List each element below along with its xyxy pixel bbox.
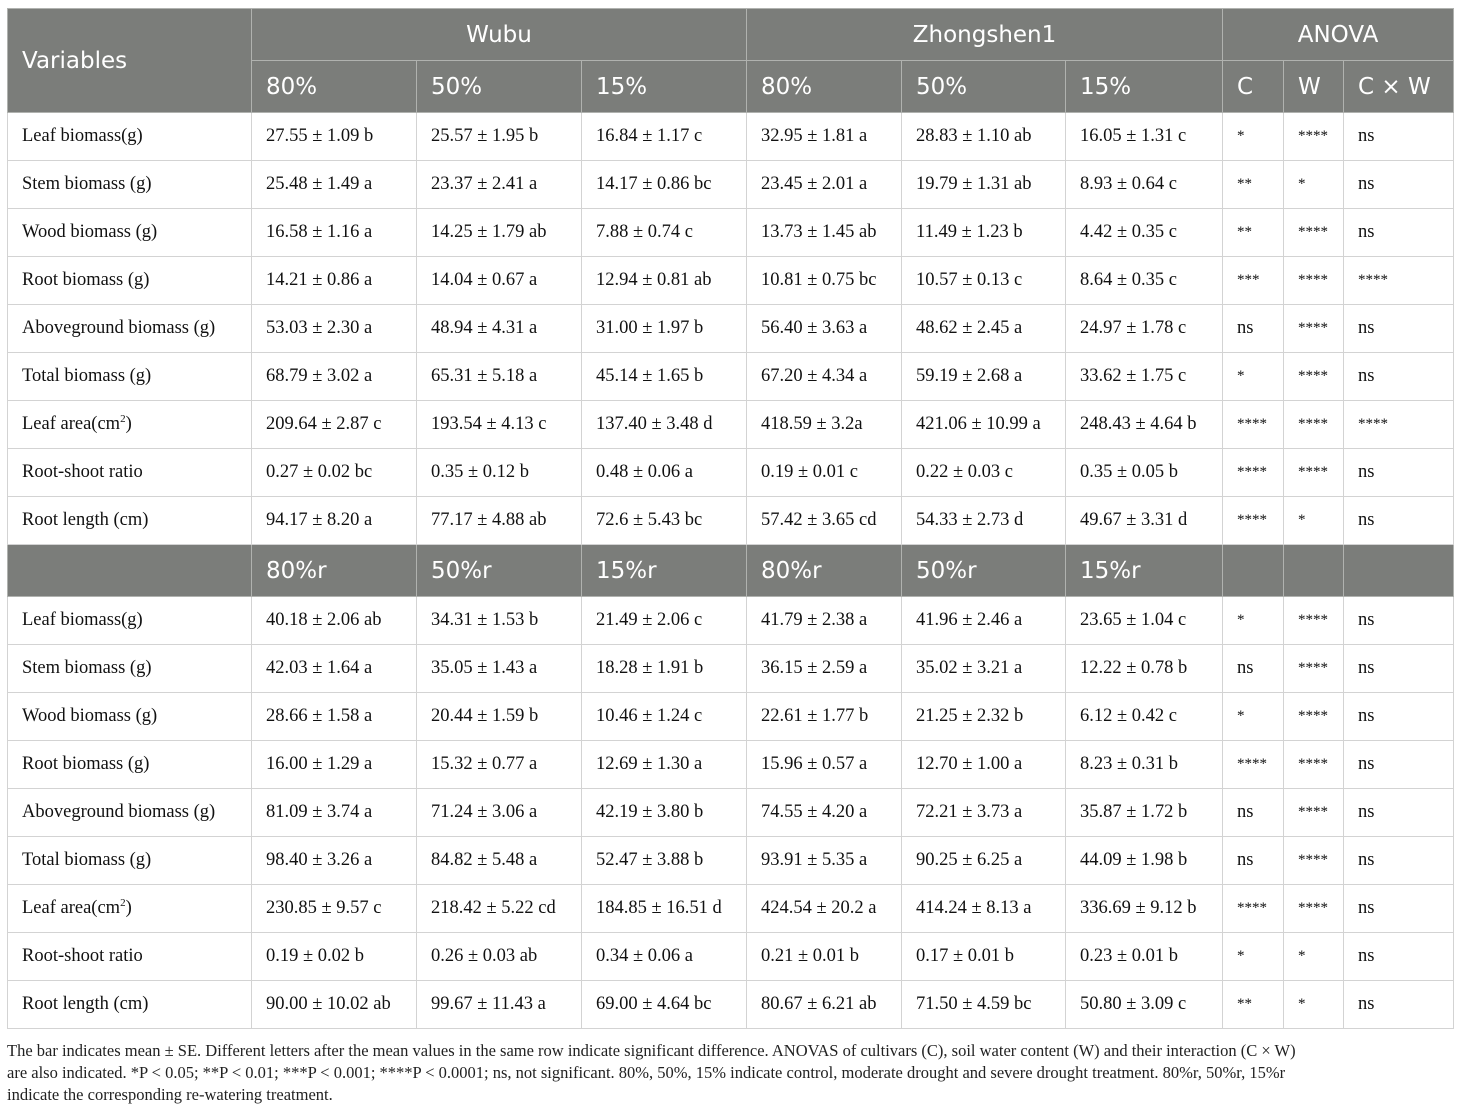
table-row [8, 885, 1454, 933]
superscript: 2 [120, 896, 126, 909]
anova-cell: ns [1344, 449, 1454, 497]
anova-cell: **** [1284, 885, 1344, 933]
table-row [8, 449, 1454, 497]
table-row [8, 933, 1454, 981]
value-cell: 414.24 ± 8.13 a [902, 885, 1066, 933]
value-cell: 13.73 ± 1.45 ab [747, 209, 902, 257]
anova-cell: * [1284, 497, 1344, 545]
column-header: W [1284, 61, 1344, 113]
value-cell: 98.40 ± 3.26 a [252, 837, 417, 885]
anova-cell: ns [1344, 113, 1454, 161]
table-row [8, 597, 1454, 645]
value-cell: 0.19 ± 0.02 b [252, 933, 417, 981]
value-cell: 90.00 ± 10.02 ab [252, 981, 417, 1029]
anova-cell: ns [1344, 645, 1454, 693]
table-row [8, 257, 1454, 305]
anova-cell: **** [1344, 401, 1454, 449]
value-cell: 0.21 ± 0.01 b [747, 933, 902, 981]
table-row [8, 645, 1454, 693]
anova-cell: * [1223, 597, 1284, 645]
row-label-text: Leaf area(cm [22, 898, 121, 918]
value-cell: 28.66 ± 1.58 a [252, 693, 417, 741]
anova-cell: ns [1344, 161, 1454, 209]
row-label-text: Root-shoot ratio [22, 946, 143, 966]
anova-cell: ** [1223, 981, 1284, 1029]
anova-cell: * [1284, 161, 1344, 209]
anova-cell: * [1284, 933, 1344, 981]
row-label-text: Root biomass (g) [22, 754, 150, 774]
anova-cell: **** [1223, 741, 1284, 789]
value-cell: 54.33 ± 2.73 d [902, 497, 1066, 545]
value-cell: 24.97 ± 1.78 c [1066, 305, 1223, 353]
rewater-header-row [8, 545, 1454, 597]
value-cell: 40.18 ± 2.06 ab [252, 597, 417, 645]
value-cell: 12.69 ± 1.30 a [582, 741, 747, 789]
value-cell: 218.42 ± 5.22 cd [417, 885, 582, 933]
anova-cell: **** [1284, 597, 1344, 645]
value-cell: 42.03 ± 1.64 a [252, 645, 417, 693]
row-label [8, 741, 252, 789]
row-label-text: Stem biomass (g) [22, 174, 152, 194]
value-cell: 42.19 ± 3.80 b [582, 789, 747, 837]
results-table [7, 8, 1454, 1029]
column-header: 50%r [417, 545, 582, 597]
anova-cell: **** [1223, 497, 1284, 545]
value-cell: 34.31 ± 1.53 b [417, 597, 582, 645]
value-cell: 14.21 ± 0.86 a [252, 257, 417, 305]
value-cell: 248.43 ± 4.64 b [1066, 401, 1223, 449]
anova-cell: * [1223, 113, 1284, 161]
row-label-text: Root length (cm) [22, 510, 149, 530]
anova-cell: ns [1344, 305, 1454, 353]
anova-cell: *** [1223, 257, 1284, 305]
value-cell: 209.64 ± 2.87 c [252, 401, 417, 449]
table-row [8, 741, 1454, 789]
column-header: 15% [1066, 61, 1223, 113]
row-label-text: Leaf biomass(g) [22, 610, 143, 630]
value-cell: 15.96 ± 0.57 a [747, 741, 902, 789]
value-cell: 16.58 ± 1.16 a [252, 209, 417, 257]
value-cell: 56.40 ± 3.63 a [747, 305, 902, 353]
anova-cell: **** [1344, 257, 1454, 305]
value-cell: 15.32 ± 0.77 a [417, 741, 582, 789]
row-label [8, 449, 252, 497]
anova-cell: **** [1284, 401, 1344, 449]
value-cell: 28.83 ± 1.10 ab [902, 113, 1066, 161]
value-cell: 230.85 ± 9.57 c [252, 885, 417, 933]
row-label-text: Aboveground biomass (g) [22, 318, 216, 338]
row-label [8, 401, 252, 449]
column-header: C × W [1344, 61, 1454, 113]
value-cell: 59.19 ± 2.68 a [902, 353, 1066, 401]
table-header [8, 9, 1454, 113]
value-cell: 72.21 ± 3.73 a [902, 789, 1066, 837]
row-label [8, 789, 252, 837]
value-cell: 20.44 ± 1.59 b [417, 693, 582, 741]
value-cell: 184.85 ± 16.51 d [582, 885, 747, 933]
value-cell: 90.25 ± 6.25 a [902, 837, 1066, 885]
value-cell: 137.40 ± 3.48 d [582, 401, 747, 449]
value-cell: 67.20 ± 4.34 a [747, 353, 902, 401]
value-cell: 424.54 ± 20.2 a [747, 885, 902, 933]
row-label-text: Wood biomass (g) [22, 706, 158, 726]
value-cell: 6.12 ± 0.42 c [1066, 693, 1223, 741]
value-cell: 48.62 ± 2.45 a [902, 305, 1066, 353]
column-header: 50% [902, 61, 1066, 113]
value-cell: 35.02 ± 3.21 a [902, 645, 1066, 693]
value-cell: 80.67 ± 6.21 ab [747, 981, 902, 1029]
value-cell: 52.47 ± 3.88 b [582, 837, 747, 885]
table-row [8, 113, 1454, 161]
value-cell: 32.95 ± 1.81 a [747, 113, 902, 161]
value-cell: 8.93 ± 0.64 c [1066, 161, 1223, 209]
blank-header-cell [8, 545, 252, 597]
row-label [8, 497, 252, 545]
value-cell: 16.05 ± 1.31 c [1066, 113, 1223, 161]
value-cell: 0.35 ± 0.05 b [1066, 449, 1223, 497]
value-cell: 45.14 ± 1.65 b [582, 353, 747, 401]
value-cell: 36.15 ± 2.59 a [747, 645, 902, 693]
row-label-text: Root biomass (g) [22, 270, 150, 290]
value-cell: 0.22 ± 0.03 c [902, 449, 1066, 497]
anova-cell: **** [1223, 401, 1284, 449]
anova-cell: ns [1344, 981, 1454, 1029]
table-row [8, 497, 1454, 545]
value-cell: 57.42 ± 3.65 cd [747, 497, 902, 545]
table-row [8, 981, 1454, 1029]
row-label [8, 257, 252, 305]
value-cell: 10.81 ± 0.75 bc [747, 257, 902, 305]
value-cell: 35.05 ± 1.43 a [417, 645, 582, 693]
value-cell: 14.17 ± 0.86 bc [582, 161, 747, 209]
value-cell: 35.87 ± 1.72 b [1066, 789, 1223, 837]
value-cell: 14.04 ± 0.67 a [417, 257, 582, 305]
value-cell: 21.25 ± 2.32 b [902, 693, 1066, 741]
column-header: 80% [747, 61, 902, 113]
value-cell: 10.57 ± 0.13 c [902, 257, 1066, 305]
value-cell: 77.17 ± 4.88 ab [417, 497, 582, 545]
value-cell: 23.65 ± 1.04 c [1066, 597, 1223, 645]
anova-cell: **** [1284, 209, 1344, 257]
value-cell: 93.91 ± 5.35 a [747, 837, 902, 885]
row-label [8, 837, 252, 885]
table-row [8, 837, 1454, 885]
value-cell: 74.55 ± 4.20 a [747, 789, 902, 837]
anova-cell: ns [1223, 837, 1284, 885]
anova-cell: ns [1223, 645, 1284, 693]
row-label [8, 693, 252, 741]
anova-cell: * [1223, 353, 1284, 401]
anova-cell: ns [1344, 933, 1454, 981]
column-header: 80%r [747, 545, 902, 597]
column-header: 15%r [1066, 545, 1223, 597]
footnote-line: indicate the corresponding re-watering treatment. [7, 1085, 333, 1104]
row-label [8, 933, 252, 981]
column-header: C [1223, 61, 1284, 113]
row-label-text: Leaf biomass(g) [22, 126, 143, 146]
value-cell: 23.45 ± 2.01 a [747, 161, 902, 209]
anova-cell: ns [1223, 789, 1284, 837]
row-label [8, 113, 252, 161]
footnote-line: The bar indicates mean ± SE. Different letters after the mean values in the same row indicate significant difference. ANOVAS of cultivars (C), soil water content (W) and their interaction (C × W) [7, 1041, 1296, 1060]
row-label [8, 981, 252, 1029]
value-cell: 16.00 ± 1.29 a [252, 741, 417, 789]
row-label [8, 597, 252, 645]
row-label-text: Wood biomass (g) [22, 222, 158, 242]
value-cell: 49.67 ± 3.31 d [1066, 497, 1223, 545]
row-label [8, 161, 252, 209]
table-row [8, 693, 1454, 741]
value-cell: 0.35 ± 0.12 b [417, 449, 582, 497]
value-cell: 0.34 ± 0.06 a [582, 933, 747, 981]
column-header: 50% [417, 61, 582, 113]
value-cell: 23.37 ± 2.41 a [417, 161, 582, 209]
value-cell: 16.84 ± 1.17 c [582, 113, 747, 161]
value-cell: 68.79 ± 3.02 a [252, 353, 417, 401]
anova-cell: **** [1223, 449, 1284, 497]
value-cell: 81.09 ± 3.74 a [252, 789, 417, 837]
anova-cell: ns [1344, 693, 1454, 741]
value-cell: 8.23 ± 0.31 b [1066, 741, 1223, 789]
value-cell: 10.46 ± 1.24 c [582, 693, 747, 741]
value-cell: 12.22 ± 0.78 b [1066, 645, 1223, 693]
anova-cell: **** [1223, 885, 1284, 933]
value-cell: 19.79 ± 1.31 ab [902, 161, 1066, 209]
value-cell: 22.61 ± 1.77 b [747, 693, 902, 741]
column-header: 50%r [902, 545, 1066, 597]
table-row [8, 209, 1454, 257]
anova-cell: ns [1344, 789, 1454, 837]
blank-header-cell [1223, 545, 1284, 597]
anova-cell: ns [1344, 837, 1454, 885]
value-cell: 44.09 ± 1.98 b [1066, 837, 1223, 885]
row-label [8, 305, 252, 353]
section-rewater [8, 597, 1454, 1029]
anova-cell: **** [1284, 113, 1344, 161]
row-label [8, 885, 252, 933]
value-cell: 21.49 ± 2.06 c [582, 597, 747, 645]
anova-cell: **** [1284, 353, 1344, 401]
value-cell: 48.94 ± 4.31 a [417, 305, 582, 353]
group-header-anova: ANOVA [1223, 9, 1454, 61]
anova-cell: **** [1284, 449, 1344, 497]
row-label-text: Total biomass (g) [22, 366, 152, 386]
row-label-text: Stem biomass (g) [22, 658, 152, 678]
table-row [8, 161, 1454, 209]
anova-cell: **** [1284, 789, 1344, 837]
row-label-text: Total biomass (g) [22, 850, 152, 870]
value-cell: 8.64 ± 0.35 c [1066, 257, 1223, 305]
anova-cell: **** [1284, 693, 1344, 741]
value-cell: 7.88 ± 0.74 c [582, 209, 747, 257]
value-cell: 33.62 ± 1.75 c [1066, 353, 1223, 401]
value-cell: 0.17 ± 0.01 b [902, 933, 1066, 981]
value-cell: 336.69 ± 9.12 b [1066, 885, 1223, 933]
value-cell: 53.03 ± 2.30 a [252, 305, 417, 353]
value-cell: 99.67 ± 11.43 a [417, 981, 582, 1029]
anova-cell: * [1284, 981, 1344, 1029]
value-cell: 0.48 ± 0.06 a [582, 449, 747, 497]
group-header-wubu: Wubu [252, 9, 747, 61]
value-cell: 0.26 ± 0.03 ab [417, 933, 582, 981]
footnote-line: are also indicated. *P < 0.05; **P < 0.01; ***P < 0.001; ****P < 0.0001; ns, not significant. 80%, 50%, 15% indicate control, moderate drought and severe drought treatment. 80%r, 50%r, 15%r [7, 1063, 1286, 1082]
column-header: 15% [582, 61, 747, 113]
value-cell: 12.94 ± 0.81 ab [582, 257, 747, 305]
row-label-tail: ) [125, 898, 132, 918]
value-cell: 41.96 ± 2.46 a [902, 597, 1066, 645]
anova-cell: **** [1284, 645, 1344, 693]
value-cell: 25.48 ± 1.49 a [252, 161, 417, 209]
row-label-text: Root length (cm) [22, 994, 149, 1014]
anova-cell: ** [1223, 209, 1284, 257]
anova-cell: **** [1284, 741, 1344, 789]
value-cell: 0.23 ± 0.01 b [1066, 933, 1223, 981]
superscript: 2 [120, 412, 126, 425]
value-cell: 14.25 ± 1.79 ab [417, 209, 582, 257]
value-cell: 71.50 ± 4.59 bc [902, 981, 1066, 1029]
row-label-text: Root-shoot ratio [22, 462, 143, 482]
value-cell: 0.27 ± 0.02 bc [252, 449, 417, 497]
value-cell: 71.24 ± 3.06 a [417, 789, 582, 837]
row-label [8, 645, 252, 693]
anova-cell: ns [1344, 209, 1454, 257]
table-row [8, 305, 1454, 353]
value-cell: 193.54 ± 4.13 c [417, 401, 582, 449]
row-label [8, 353, 252, 401]
value-cell: 31.00 ± 1.97 b [582, 305, 747, 353]
value-cell: 11.49 ± 1.23 b [902, 209, 1066, 257]
value-cell: 94.17 ± 8.20 a [252, 497, 417, 545]
value-cell: 50.80 ± 3.09 c [1066, 981, 1223, 1029]
column-header: 80%r [252, 545, 417, 597]
anova-cell: ns [1344, 597, 1454, 645]
anova-cell: * [1223, 933, 1284, 981]
group-header-zhongshen1: Zhongshen1 [747, 9, 1223, 61]
anova-cell: ** [1223, 161, 1284, 209]
value-cell: 84.82 ± 5.48 a [417, 837, 582, 885]
value-cell: 65.31 ± 5.18 a [417, 353, 582, 401]
table-row [8, 353, 1454, 401]
value-cell: 0.19 ± 0.01 c [747, 449, 902, 497]
value-cell: 421.06 ± 10.99 a [902, 401, 1066, 449]
value-cell: 4.42 ± 0.35 c [1066, 209, 1223, 257]
row-label [8, 209, 252, 257]
anova-cell: ns [1344, 741, 1454, 789]
section-drought [8, 113, 1454, 545]
variables-header: Variables [8, 9, 252, 113]
table-row [8, 401, 1454, 449]
column-header: 80% [252, 61, 417, 113]
value-cell: 27.55 ± 1.09 b [252, 113, 417, 161]
anova-cell: ns [1344, 497, 1454, 545]
blank-header-cell [1284, 545, 1344, 597]
value-cell: 12.70 ± 1.00 a [902, 741, 1066, 789]
row-label-text: Leaf area(cm [22, 414, 121, 434]
table-footnote [7, 1040, 1453, 1106]
value-cell: 69.00 ± 4.64 bc [582, 981, 747, 1029]
value-cell: 72.6 ± 5.43 bc [582, 497, 747, 545]
row-label-tail: ) [125, 414, 132, 434]
table-row [8, 789, 1454, 837]
anova-cell: * [1223, 693, 1284, 741]
section-rewater-header [8, 545, 1454, 597]
anova-cell: ns [1223, 305, 1284, 353]
anova-cell: ns [1344, 885, 1454, 933]
column-header: 15%r [582, 545, 747, 597]
anova-cell: ns [1344, 353, 1454, 401]
anova-cell: **** [1284, 257, 1344, 305]
value-cell: 25.57 ± 1.95 b [417, 113, 582, 161]
anova-cell: **** [1284, 837, 1344, 885]
row-label-text: Aboveground biomass (g) [22, 802, 216, 822]
value-cell: 418.59 ± 3.2a [747, 401, 902, 449]
value-cell: 18.28 ± 1.91 b [582, 645, 747, 693]
blank-header-cell [1344, 545, 1454, 597]
value-cell: 41.79 ± 2.38 a [747, 597, 902, 645]
anova-cell: **** [1284, 305, 1344, 353]
